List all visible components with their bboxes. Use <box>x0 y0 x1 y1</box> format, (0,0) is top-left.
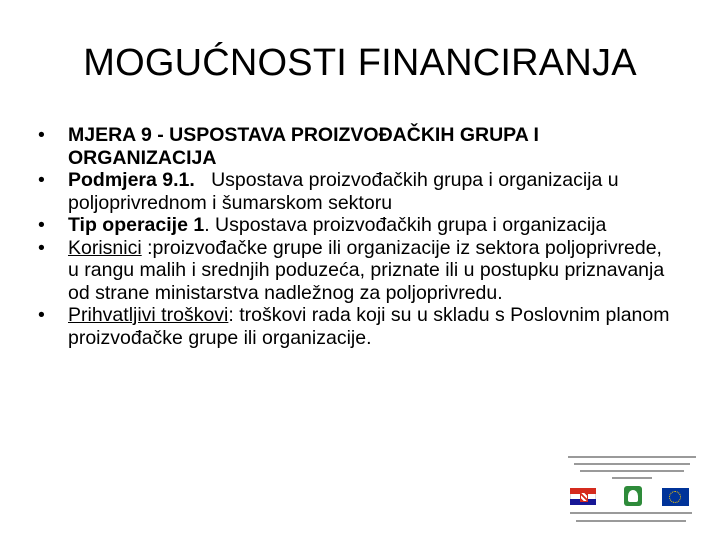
bullet-text: . Uspostava proizvođačkih grupa i organizacija <box>204 214 607 236</box>
croatia-flag-icon <box>570 488 596 505</box>
bullet-strong: MJERA 9 - USPOSTAVA PROIZVOĐAČKIH GRUPA I ORGANIZACIJA <box>68 124 539 169</box>
logo-fine-print <box>574 463 690 465</box>
bullet-podmjera <box>38 169 678 214</box>
slide-title: MOGUĆNOSTI FINANCIRANJA <box>83 42 637 84</box>
funding-logos-block <box>562 452 702 528</box>
bullet-text: :proizvođačke grupe ili organizacije iz sektora poljoprivrede, u rangu malih i srednjih poduzeća, priznate ili u postupku priznavanja od strane ministarstva nadležnog za poljoprivredu. <box>68 236 665 304</box>
logo-fine-print <box>570 512 692 514</box>
bullet-underlined: Prihvatljivi troškovi <box>68 304 229 326</box>
logo-fine-print <box>576 520 686 522</box>
bullet-tip-operacije <box>38 214 678 237</box>
bullet-mjera <box>38 124 678 169</box>
eu-flag-icon <box>662 488 689 506</box>
logo-fine-print <box>580 470 684 472</box>
bullet-text: Uspostava proizvođačkih grupa i organizacija u poljoprivrednom i šumarskom sektoru <box>68 169 625 214</box>
bullet-list <box>38 124 678 349</box>
leader-logo-icon <box>624 486 642 506</box>
bullet-strong: Podmjera 9.1. <box>68 169 195 191</box>
bullet-text: : troškovi rada koji su u skladu s Poslovnim planom proizvođačke grupe ili organizacije. <box>68 304 670 349</box>
bullet-strong: Tip operacije 1 <box>68 214 205 236</box>
logo-fine-print <box>568 456 696 458</box>
bullet-prihvatljivi-troskovi <box>38 304 678 349</box>
bullet-korisnici <box>38 237 678 305</box>
bullet-underlined: Korisnici <box>68 236 142 259</box>
logo-fine-print <box>612 477 652 479</box>
